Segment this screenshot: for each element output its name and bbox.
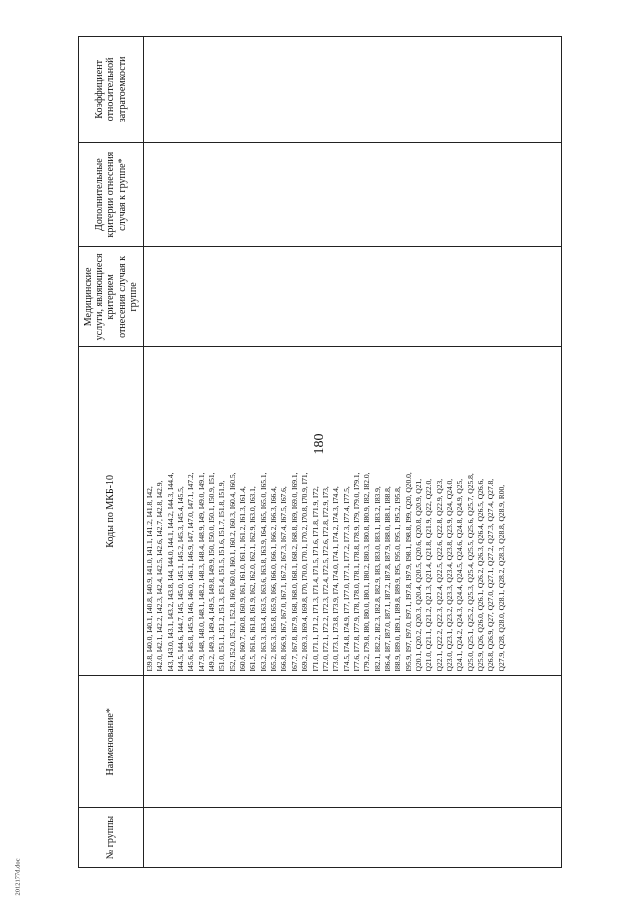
icd-codes-line: I43, I43.0, I43.1, I43.2, I43.8, I44, I44.0, I44.1, I44.2, I44.3, I44.4,: [165, 472, 175, 672]
icd-codes-line: I45.6, I45.8, I45.9, I46, I46.0, I46.1, I46.9, I47, I47.0, I47.1, I47.2,: [186, 472, 196, 672]
icd-codes-line: I66.8, I66.9, I67, I67.0, I67.1, I67.2, I67.3, I67.4, I67.5, I67.6,: [279, 486, 289, 672]
icd-codes-line: I61.5, I61.6, I61.8, I61.9, I62, I62.0, I62.1, I62.9, I63.0, I63.1,: [248, 486, 258, 672]
icd-codes-line: Q21.0, Q21.1, Q21.2, Q21.3, Q21.4, Q21.8, Q21.9, Q22, Q22.0,: [424, 478, 434, 672]
icd-codes-line: I73.0, I73.1, I73.8, I73.9, I74, I74.0, I74.1, I74.2, I74.3, I74.4,: [331, 486, 341, 672]
icd-codes-line: I39.8, I40.0, I40.1, I40.8, I40.9, I41.0, I41.1, I41.2, I41.8, I42,: [145, 486, 154, 672]
header-extra-criteria: Дополнительные критерии отнесения случая к группе*: [79, 142, 143, 247]
groups-table: [78, 36, 562, 868]
icd-codes-line: I95.9, I97, I97.0, I97.1, I97.8, I97.9, I98.1, I98.8, I99, Q20, Q20.0,: [403, 472, 413, 672]
icd-codes-line: I51.0, I51.1, I51.2, I51.3, I51.4, I51.5, I51.6, I51.7, I51.8, I51.9,: [217, 480, 227, 672]
page-number: 180: [312, 433, 327, 455]
cell-group-number: [143, 807, 561, 867]
cell-medical-services: [143, 246, 561, 346]
cell-icd-codes: [143, 346, 561, 675]
icd-codes-line: Q24.1, Q24.2, Q24.3, Q24.4, Q24.5, Q24.6, Q24.8, Q24.9, Q25,: [455, 478, 465, 672]
icd-codes-line: I49.2, I49.3, I49.4, I49.5, I49.8, I49.9, I50, I50.0, I50.1, I50.9, I51,: [207, 472, 217, 672]
icd-codes-line: Q25.9, Q26, Q26.0, Q26.1, Q26.2, Q26.3, Q26.4, Q26.5, Q26.6,: [476, 478, 485, 672]
icd-codes-line: I86.4, I87, I87.0, I87.1, I87.2, I87.8, I87.9, I88.0, I88.1, I88.8,: [382, 486, 392, 672]
icd-codes-line: Q25.0, Q25.1, Q25.2, Q25.3, Q25.4, Q25.5, Q25.6, Q25.7, Q25.8,: [465, 473, 475, 672]
header-coefficient: Коэффициент относительной затратоемкости: [94, 56, 128, 123]
cell-coefficient: [143, 37, 561, 142]
icd-codes-line: I77.6, I77.8, I77.9, I78, I78.0, I78.1, I78.8, I78.9, I79, I79.0, I79.1,: [351, 472, 361, 672]
icd-codes-line: I42.0, I42.1, I42.2, I42.3, I42.4, I42.5, I42.6, I42.7, I42.8, I42.9,: [155, 480, 165, 672]
icd-codes-line: I52, I52.0, I52.1, I52.8, I60, I60.0, I60.1, I60.2, I60.3, I60.4, I60.5,: [227, 472, 237, 672]
header-icd-codes: Коды по МКБ-10: [79, 346, 143, 675]
header-name: Наименование*: [79, 675, 143, 807]
icd-codes-line: I72.0, I72.1, I72.2, I72.3, I72.4, I72.5, I72.6, I72.8, I72.9, I73,: [320, 486, 330, 672]
icd-codes-line: I79.2, I79.8, I80, I80.0, I80.1, I80.2, I80.3, I80.8, I80.9, I82, I82.0,: [362, 472, 372, 672]
icd-codes-line: Q27.9, Q28, Q28.0, Q28.1, Q28.2, Q28.3, Q28.8, Q28.9, R00,: [496, 484, 506, 672]
icd-codes-line: Q22.1, Q22.2, Q22.3, Q22.4, Q22.5, Q22.6, Q22.8, Q22.9, Q23,: [434, 478, 444, 672]
table-body-row: [143, 37, 561, 867]
header-medical-services: Медицинские услуги, являющиеся критерием отнесения случая к группе: [79, 247, 143, 347]
icd-codes-line: I69.2, I69.3, I69.4, I69.8, I70, I70.0, I70.1, I70.2, I70.8, I70.9, I71,: [300, 472, 310, 672]
table-header-row: [79, 37, 144, 867]
icd-codes-line: Q26.8, Q26.9, Q27, Q27.0, Q27.1, Q27.2, Q27.3, Q27.4, Q27.8,: [486, 478, 496, 672]
icd-codes-line: I65.2, I65.3, I65.8, I65.9, I66, I66.0, I66.1, I66.2, I66.3, I66.4,: [269, 486, 279, 672]
rotated-table-wrapper: [78, 36, 562, 868]
icd-codes-line: I44.5, I44.6, I44.7, I45, I45.0, I45.1, I45.2, I45.3, I45.4, I45.5,: [176, 486, 186, 672]
icd-codes-line: I67.7, I67.8, I67.9, I68, I68.0, I68.1, I68.2, I68.8, I69, I69.0, I69.1,: [289, 472, 299, 672]
icd-codes-line: Q23.0, Q23.1, Q23.2, Q23.3, Q23.4, Q23.8, Q23.9, Q24, Q24.0,: [444, 478, 454, 672]
footer-filename: 2012177d.doc: [14, 858, 22, 896]
icd-codes-line: I82.1, I82.2, I82.3, I82.8, I82.9, I83, I83.0, I83.1, I83.2, I83.9,: [372, 486, 382, 672]
icd-codes-line: I71.0, I71.1, I71.2, I71.3, I71.4, I71.5, I71.6, I71.8, I71.9, I72,: [310, 486, 320, 672]
icd-codes-line: Q20.1, Q20.2, Q20.3, Q20.4, Q20.5, Q20.6, Q20.8, Q20.9, Q21,: [413, 478, 423, 672]
cell-name: [143, 675, 561, 807]
cell-extra-criteria: [143, 142, 561, 247]
icd-codes-line: I63.2, I63.3, I63.4, I63.5, I63.6, I63.8, I63.9, I64, I65, I65.0, I65.1,: [258, 472, 268, 672]
header-group-number: № группы: [79, 807, 143, 867]
icd-codes-line: I47.9, I48, I48.0, I48.1, I48.2, I48.3, I48.4, I48.9, I49, I49.0, I49.1,: [196, 472, 206, 672]
icd-codes-line: I60.6, I60.7, I60.8, I60.9, I61, I61.0, I61.1, I61.2, I61.3, I61.4,: [238, 486, 248, 672]
icd-codes-line: I74.5, I74.8, I74.9, I77, I77.0, I77.1, I77.2, I77.3, I77.4, I77.5,: [341, 486, 351, 672]
icd-codes-line: I88.9, I89.0, I89.1, I89.8, I89.9, I95, I95.0, I95.1, I95.2, I95.8,: [393, 486, 403, 672]
